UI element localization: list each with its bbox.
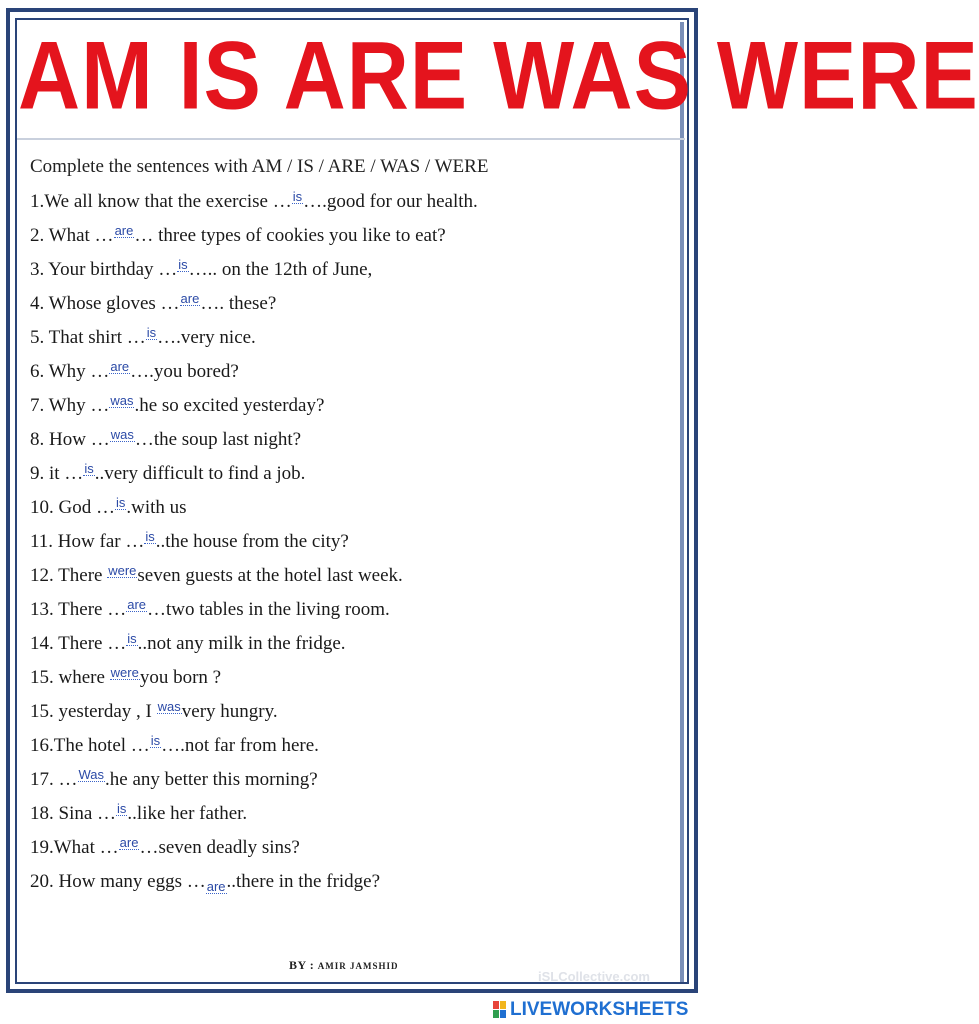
author-byline bbox=[289, 958, 398, 973]
sentence-row bbox=[30, 563, 478, 597]
sentence-text-after: ..there in the fridge? bbox=[226, 871, 381, 892]
sentence-row bbox=[30, 835, 478, 869]
sentence-row bbox=[30, 699, 478, 733]
answer-field[interactable]: is bbox=[117, 801, 127, 816]
sentence-text-before: 8. How … bbox=[30, 429, 110, 450]
answer-field[interactable]: are bbox=[110, 359, 130, 374]
sentence-text-after: ….good for our health. bbox=[303, 191, 478, 212]
page-frame-shadow bbox=[680, 22, 684, 982]
sentence-text-before: 10. God … bbox=[30, 497, 115, 518]
answer-field[interactable]: are bbox=[206, 879, 226, 894]
sentence-text-after: ..very difficult to find a job. bbox=[94, 463, 306, 484]
sentence-row bbox=[30, 597, 478, 631]
answer-field[interactable]: were bbox=[108, 563, 137, 578]
answer-field[interactable]: were bbox=[110, 665, 139, 680]
answer-field[interactable]: are bbox=[180, 291, 200, 306]
sentence-text-after: ..like her father. bbox=[127, 803, 248, 824]
sentence-row bbox=[30, 529, 478, 563]
title-divider bbox=[17, 138, 685, 140]
sentence-text-after: ….not far from here. bbox=[161, 735, 319, 756]
sentence-text-before: 6. Why … bbox=[30, 361, 110, 382]
sentence-text-after: seven guests at the hotel last week. bbox=[137, 565, 403, 586]
answer-field[interactable]: are bbox=[119, 835, 139, 850]
sentence-text-before: 3. Your birthday … bbox=[30, 259, 178, 280]
sentence-row bbox=[30, 495, 478, 529]
answer-field[interactable]: is bbox=[84, 461, 94, 476]
byline-label: BY : bbox=[289, 958, 315, 972]
sentence-text-before: 18. Sina … bbox=[30, 803, 117, 824]
sentence-row bbox=[30, 325, 478, 359]
sentence-text-after: ….. on the 12th of June, bbox=[188, 259, 373, 280]
sentence-row bbox=[30, 427, 478, 461]
sentence-row bbox=[30, 461, 478, 495]
answer-field[interactable]: is bbox=[178, 257, 188, 272]
answer-field[interactable]: are bbox=[114, 223, 134, 238]
author-name: AMIR JAMSHID bbox=[317, 961, 399, 971]
sentence-row bbox=[30, 223, 478, 257]
answer-field[interactable]: is bbox=[127, 631, 137, 646]
sentence-text-before: 1.We all know that the exercise … bbox=[30, 191, 292, 212]
sentence-text-before: 4. Whose gloves … bbox=[30, 293, 180, 314]
sentence-text-before: 11. How far … bbox=[30, 531, 145, 552]
answer-field[interactable]: was bbox=[157, 699, 181, 714]
brand-text: LIVEWORKSHEETS bbox=[510, 999, 689, 1020]
sentence-row bbox=[30, 869, 478, 903]
sentence-text-before: 16.The hotel … bbox=[30, 735, 150, 756]
answer-field[interactable]: is bbox=[145, 529, 155, 544]
sentence-text-before: 13. There … bbox=[30, 599, 127, 620]
answer-field[interactable]: is bbox=[292, 189, 303, 204]
sentence-text-after: ..not any milk in the fridge. bbox=[137, 633, 346, 654]
sentence-text-before: 9. it … bbox=[30, 463, 84, 484]
sentence-text-after: ..the house from the city? bbox=[155, 531, 349, 552]
answer-field[interactable]: was bbox=[110, 427, 134, 442]
answer-field[interactable]: is bbox=[115, 495, 126, 510]
sentence-text-after: … three types of cookies you like to eat? bbox=[134, 225, 446, 246]
sentence-text-before: 14. There … bbox=[30, 633, 127, 654]
watermark: iSLCollective.com bbox=[538, 969, 650, 984]
sentence-row bbox=[30, 359, 478, 393]
sentence-row bbox=[30, 291, 478, 325]
sentence-text-after: .he so excited yesterday? bbox=[134, 395, 325, 416]
sentence-row bbox=[30, 801, 478, 835]
sentence-text-after: ….you bored? bbox=[130, 361, 239, 382]
sentence-row bbox=[30, 631, 478, 665]
sentence-text-before: 19.What … bbox=[30, 837, 119, 858]
sentence-text-after: .he any better this morning? bbox=[105, 769, 318, 790]
sentence-text-after: ….very nice. bbox=[157, 327, 256, 348]
sentence-text-before: 5. That shirt … bbox=[30, 327, 146, 348]
answer-field[interactable]: is bbox=[150, 733, 161, 748]
liveworksheets-logo-icon bbox=[493, 1001, 507, 1019]
sentence-text-before: 12. There bbox=[30, 565, 108, 586]
sentence-text-after: …. these? bbox=[200, 293, 277, 314]
sentence-row bbox=[30, 189, 478, 223]
sentence-text-before: 15. where bbox=[30, 667, 110, 688]
sentence-text-after: you born ? bbox=[139, 667, 222, 688]
instruction-text: Complete the sentences with AM / IS / ARE / WAS / WERE bbox=[30, 156, 489, 177]
sentence-row bbox=[30, 767, 478, 801]
sentence-row bbox=[30, 257, 478, 291]
sentence-text-after: .with us bbox=[126, 497, 187, 518]
sentence-text-before: 20. How many eggs … bbox=[30, 871, 206, 892]
sentence-text-after: …two tables in the living room. bbox=[147, 599, 390, 620]
sentence-row bbox=[30, 393, 478, 427]
liveworksheets-brand[interactable] bbox=[493, 1000, 688, 1020]
sentence-text-before: 2. What … bbox=[30, 225, 114, 246]
answer-field[interactable]: Was bbox=[78, 767, 105, 782]
sentence-row bbox=[30, 665, 478, 699]
sentence-row bbox=[30, 733, 478, 767]
sentence-text-before: 17. … bbox=[30, 769, 78, 790]
sentence-text-before: 15. yesterday , I bbox=[30, 701, 157, 722]
sentence-text-after: …the soup last night? bbox=[134, 429, 302, 450]
answer-field[interactable]: is bbox=[146, 325, 157, 340]
worksheet-title: AM IS ARE WAS WERE bbox=[18, 22, 979, 130]
sentence-text-after: very hungry. bbox=[181, 701, 278, 722]
sentence-text-before: 7. Why … bbox=[30, 395, 110, 416]
answer-field[interactable]: are bbox=[127, 597, 147, 612]
sentence-text-after: …seven deadly sins? bbox=[139, 837, 300, 858]
sentence-list bbox=[30, 189, 478, 903]
answer-field[interactable]: was bbox=[110, 393, 134, 408]
